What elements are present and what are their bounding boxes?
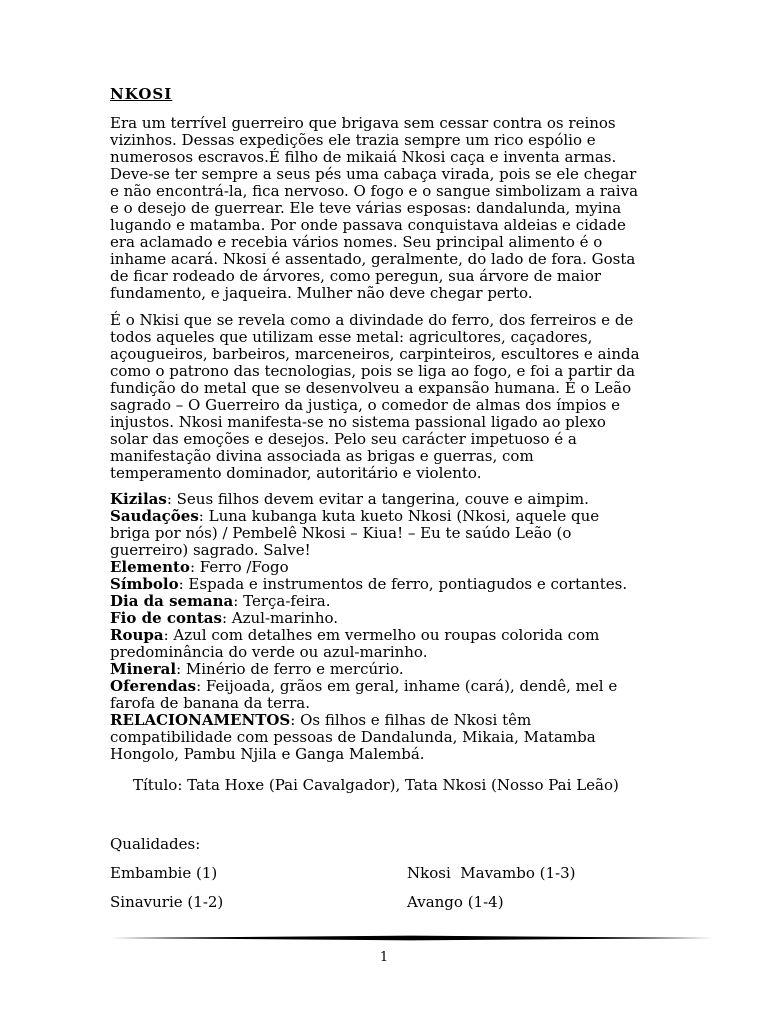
- attribute-text: : Espada e instrumentos de ferro, pontiagudos e cortantes.: [178, 575, 628, 593]
- attribute-line: [110, 644, 627, 661]
- attribute-text: guerreiro) sagrado. Salve!: [110, 541, 311, 559]
- attribute-line: [110, 525, 627, 542]
- page-title: NKOSI: [110, 85, 173, 103]
- attribute-label: Kizilas: [110, 490, 167, 508]
- attribute-label: Roupa: [110, 626, 164, 644]
- attribute-line: [110, 746, 627, 763]
- attribute-label: Saudações: [110, 507, 199, 525]
- qualities-row: [0, 865, 768, 882]
- attribute-text: : Azul com detalhes em vermelho ou roupas colorida com: [163, 626, 600, 644]
- attribute-label: Mineral: [110, 660, 177, 678]
- page-number: 1: [379, 950, 389, 965]
- paragraph-line: sagrado – O Guerreiro da justiça, o comedor de almas dos ímpios e: [110, 396, 621, 414]
- attribute-text: briga por nós) / Pembelê Nkosi – Kiua! – Eu te saúdo Leão (o: [110, 524, 572, 542]
- paragraph-line: e o desejo de guerrear. Ele teve várias esposas: dandalunda, myina: [110, 199, 622, 217]
- attribute-line: [110, 712, 627, 729]
- attribute-text: : Seus filhos devem evitar a tangerina, couve e aimpim.: [166, 490, 589, 508]
- paragraph-line: fundamento, e jaqueira. Mulher não deve chegar perto.: [110, 284, 533, 302]
- attribute-label: Oferendas: [110, 677, 197, 695]
- attribute-text: : Terça-feira.: [233, 592, 331, 610]
- attribute-entry: [110, 508, 627, 559]
- paragraph-line: de ficar rodeado de árvores, como peregun, sua árvore de maior: [110, 267, 602, 285]
- attribute-label: Fio de contas: [110, 609, 222, 627]
- attribute-text: : Ferro /Fogo: [189, 558, 289, 576]
- attribute-line: [110, 661, 627, 678]
- attribute-label: Elemento: [110, 558, 190, 576]
- paragraph-line: era aclamado e recebia vários nomes. Seu principal alimento é o: [110, 233, 603, 251]
- qualities-row: [0, 894, 768, 911]
- attribute-line: [110, 508, 627, 525]
- attribute-label: RELACIONAMENTOS: [110, 711, 291, 729]
- quality-item: Avango (1-4): [407, 893, 504, 911]
- paragraph-divinity: [110, 312, 640, 482]
- attribute-entry: [110, 627, 627, 661]
- attribute-line: [110, 559, 627, 576]
- paragraph-line: Era um terrível guerreiro que brigava sem cessar contra os reinos: [110, 114, 616, 132]
- paragraph-line: como o patrono das tecnologias, pois se liga ao fogo, e foi a partir da: [110, 362, 636, 380]
- paragraph-line: É o Nkisi que se revela como a divindade do ferro, dos ferreiros e de: [110, 311, 634, 329]
- attribute-text: : Minério de ferro e mercúrio.: [176, 660, 404, 678]
- attribute-text: predominância do verde ou azul-marinho.: [110, 643, 428, 661]
- title-line: Título: Tata Hoxe (Pai Cavalgador), Tata Nkosi (Nosso Pai Leão): [133, 776, 619, 794]
- quality-item: Sinavurie (1-2): [110, 893, 224, 911]
- paragraph-line: vizinhos. Dessas expedições ele trazia sempre um rico espólio e: [110, 131, 596, 149]
- attribute-text: compatibilidade com pessoas de Dandalunda, Mikaia, Matamba: [110, 728, 596, 746]
- footer-divider: [110, 935, 713, 941]
- paragraph-intro: [110, 115, 638, 302]
- attribute-entry: [110, 491, 627, 508]
- attribute-text: : Azul-marinho.: [221, 609, 339, 627]
- attribute-line: [110, 627, 627, 644]
- attribute-entry: [110, 559, 627, 576]
- attribute-text: farofa de banana da terra.: [110, 694, 310, 712]
- quality-item: Nkosi Mavambo (1-3): [407, 864, 576, 882]
- paragraph-line: e não encontrá-la, fica nervoso. O fogo e o sangue simbolizam a raiva: [110, 182, 639, 200]
- attribute-list: [110, 491, 627, 763]
- attribute-line: [110, 695, 627, 712]
- attribute-text: Hongolo, Pambu Njila e Ganga Malembá.: [110, 745, 425, 763]
- attribute-entry: [110, 678, 627, 712]
- paragraph-line: manifestação divina associada as brigas e guerras, com: [110, 447, 534, 465]
- paragraph-line: inhame acará. Nkosi é assentado, geralmente, do lado de fora. Gosta: [110, 250, 636, 268]
- attribute-line: [110, 576, 627, 593]
- paragraph-line: lugando e matamba. Por onde passava conquistava aldeias e cidade: [110, 216, 626, 234]
- paragraph-line: numerosos escravos.É filho de mikaiá Nkosi caça e inventa armas.: [110, 148, 617, 166]
- attribute-entry: [110, 610, 627, 627]
- paragraph-line: todos aqueles que utilizam esse metal: agricultores, caçadores,: [110, 328, 593, 346]
- paragraph-line: injustos. Nkosi manifesta-se no sistema passional ligado ao plexo: [110, 413, 606, 431]
- attribute-text: : Luna kubanga kuta kueto Nkosi (Nkosi, aquele que: [198, 507, 600, 525]
- attribute-line: [110, 542, 627, 559]
- qualities-heading: Qualidades:: [110, 835, 201, 853]
- attribute-label: Dia da semana: [110, 592, 234, 610]
- attribute-line: [110, 610, 627, 627]
- attribute-entry: [110, 661, 627, 678]
- attribute-line: [110, 729, 627, 746]
- attribute-label: Símbolo: [110, 575, 179, 593]
- attribute-line: [110, 678, 627, 695]
- attribute-text: : Feijoada, grãos em geral, inhame (cará), dendê, mel e: [196, 677, 618, 695]
- attribute-line: [110, 491, 627, 508]
- attribute-entry: [110, 593, 627, 610]
- paragraph-line: temperamento dominador, autoritário e violento.: [110, 464, 482, 482]
- paragraph-line: açougueiros, barbeiros, marceneiros, carpinteiros, escultores e ainda: [110, 345, 640, 363]
- attribute-entry: [110, 576, 627, 593]
- paragraph-line: Deve-se ter sempre a seus pés uma cabaça virada, pois se ele chegar: [110, 165, 637, 183]
- attribute-text: : Os filhos e filhas de Nkosi têm: [290, 711, 532, 729]
- paragraph-line: solar das emoções e desejos. Pelo seu carácter impetuoso é a: [110, 430, 577, 448]
- footer-divider-shape: [110, 936, 713, 941]
- attribute-entry: [110, 712, 627, 763]
- quality-item: Embambie (1): [110, 864, 218, 882]
- paragraph-line: fundição do metal que se desenvolveu a expansão humana. É o Leão: [110, 379, 632, 397]
- attribute-line: [110, 593, 627, 610]
